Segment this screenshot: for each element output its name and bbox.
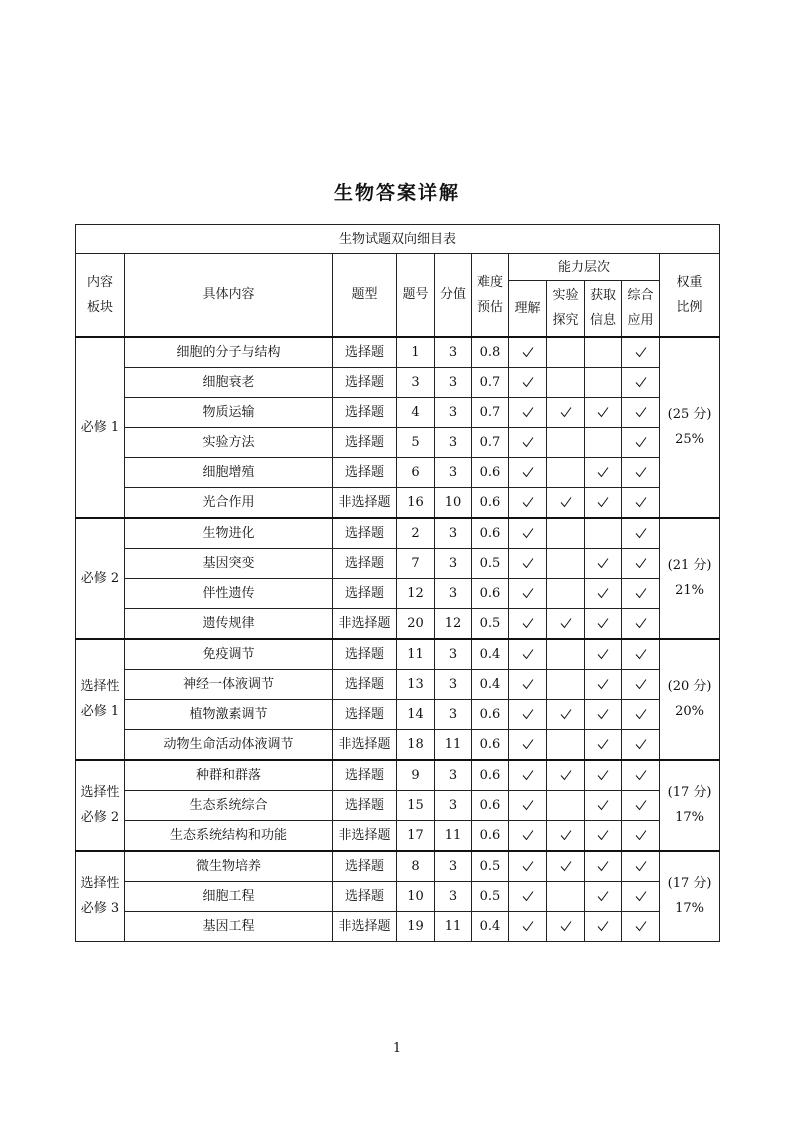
- header-ability-experiment: 实验 探究: [547, 281, 585, 337]
- type-cell: 选择题: [333, 518, 397, 549]
- ability-cell: [585, 397, 622, 427]
- score-cell: 11: [435, 911, 472, 941]
- block-cell: 选择性 必修 1: [76, 639, 125, 760]
- ability-cell: [547, 911, 585, 941]
- ability-cell: [547, 518, 585, 549]
- weight-cell: (25 分) 25%: [660, 337, 720, 518]
- score-cell: 10: [435, 487, 472, 518]
- ability-cell: [547, 367, 585, 397]
- page-title: 生物答案详解: [333, 182, 460, 204]
- score-cell: 3: [435, 760, 472, 791]
- ability-cell: [622, 608, 660, 639]
- ability-cell: [547, 578, 585, 608]
- ability-cell: [547, 851, 585, 882]
- type-cell: 选择题: [333, 397, 397, 427]
- ability-cell: [509, 608, 547, 639]
- type-cell: 非选择题: [333, 729, 397, 760]
- content-cell: 基因工程: [125, 911, 333, 941]
- check-icon: [597, 587, 609, 599]
- check-icon: [522, 587, 534, 599]
- check-icon: [522, 708, 534, 720]
- table-row: [76, 669, 720, 699]
- number-cell: 13: [397, 669, 435, 699]
- ability-cell: [622, 397, 660, 427]
- score-cell: 3: [435, 851, 472, 882]
- table-row: [76, 487, 720, 518]
- check-icon: [597, 890, 609, 902]
- ability-cell: [509, 397, 547, 427]
- ability-cell: [509, 911, 547, 941]
- ability-cell: [585, 457, 622, 487]
- difficulty-cell: 0.6: [472, 820, 509, 851]
- check-icon: [635, 799, 647, 811]
- type-cell: 选择题: [333, 639, 397, 670]
- check-icon: [635, 346, 647, 358]
- number-cell: 5: [397, 427, 435, 457]
- content-cell: 生态系统综合: [125, 790, 333, 820]
- page-number: 1: [392, 1041, 402, 1056]
- content-cell: 遗传规律: [125, 608, 333, 639]
- check-icon: [597, 496, 609, 508]
- content-cell: 细胞衰老: [125, 367, 333, 397]
- ability-cell: [622, 427, 660, 457]
- difficulty-cell: 0.7: [472, 367, 509, 397]
- ability-cell: [547, 881, 585, 911]
- difficulty-cell: 0.6: [472, 760, 509, 791]
- table-row: [76, 337, 720, 368]
- difficulty-cell: 0.6: [472, 518, 509, 549]
- score-cell: 12: [435, 608, 472, 639]
- content-cell: 细胞工程: [125, 881, 333, 911]
- ability-cell: [585, 729, 622, 760]
- number-cell: 20: [397, 608, 435, 639]
- type-cell: 选择题: [333, 851, 397, 882]
- score-cell: 3: [435, 639, 472, 670]
- check-icon: [635, 648, 647, 660]
- check-icon: [560, 617, 572, 629]
- header-ability-understand: 理解: [509, 281, 547, 337]
- number-cell: 15: [397, 790, 435, 820]
- content-cell: 生物进化: [125, 518, 333, 549]
- ability-cell: [585, 851, 622, 882]
- number-cell: 19: [397, 911, 435, 941]
- check-icon: [635, 920, 647, 932]
- check-icon: [560, 406, 572, 418]
- score-cell: 11: [435, 729, 472, 760]
- content-cell: 植物激素调节: [125, 699, 333, 729]
- header-ability-info: 获取 信息: [585, 281, 622, 337]
- score-cell: 3: [435, 367, 472, 397]
- header-number: 题号: [397, 254, 435, 337]
- check-icon: [635, 496, 647, 508]
- table-row: [76, 760, 720, 791]
- check-icon: [597, 920, 609, 932]
- type-cell: 选择题: [333, 548, 397, 578]
- weight-cell: (21 分) 21%: [660, 518, 720, 639]
- difficulty-cell: 0.6: [472, 699, 509, 729]
- check-icon: [597, 860, 609, 872]
- score-cell: 3: [435, 397, 472, 427]
- ability-cell: [509, 699, 547, 729]
- ability-cell: [585, 699, 622, 729]
- check-icon: [522, 496, 534, 508]
- ability-cell: [585, 881, 622, 911]
- ability-cell: [509, 851, 547, 882]
- ability-cell: [585, 518, 622, 549]
- ability-cell: [622, 548, 660, 578]
- number-cell: 14: [397, 699, 435, 729]
- score-cell: 3: [435, 881, 472, 911]
- type-cell: 选择题: [333, 881, 397, 911]
- ability-cell: [622, 699, 660, 729]
- ability-cell: [585, 427, 622, 457]
- score-cell: 3: [435, 669, 472, 699]
- check-icon: [560, 769, 572, 781]
- ability-cell: [509, 578, 547, 608]
- ability-cell: [585, 760, 622, 791]
- check-icon: [635, 527, 647, 539]
- content-cell: 光合作用: [125, 487, 333, 518]
- check-icon: [522, 557, 534, 569]
- header-type: 题型: [333, 254, 397, 337]
- difficulty-cell: 0.8: [472, 337, 509, 368]
- type-cell: 选择题: [333, 457, 397, 487]
- check-icon: [597, 617, 609, 629]
- ability-cell: [547, 820, 585, 851]
- header-block: 内容 板块: [76, 254, 125, 337]
- content-cell: 细胞增殖: [125, 457, 333, 487]
- header-content: 具体内容: [125, 254, 333, 337]
- check-icon: [635, 466, 647, 478]
- ability-cell: [547, 699, 585, 729]
- check-icon: [560, 860, 572, 872]
- number-cell: 12: [397, 578, 435, 608]
- difficulty-cell: 0.5: [472, 851, 509, 882]
- ability-cell: [585, 608, 622, 639]
- ability-cell: [547, 790, 585, 820]
- number-cell: 8: [397, 851, 435, 882]
- table-caption: 生物试题双向细目表: [76, 225, 720, 254]
- ability-cell: [509, 790, 547, 820]
- ability-cell: [585, 669, 622, 699]
- table-row: [76, 397, 720, 427]
- ability-cell: [585, 790, 622, 820]
- check-icon: [522, 678, 534, 690]
- check-icon: [635, 829, 647, 841]
- type-cell: 选择题: [333, 427, 397, 457]
- ability-cell: [622, 457, 660, 487]
- content-cell: 实验方法: [125, 427, 333, 457]
- content-cell: 微生物培养: [125, 851, 333, 882]
- content-cell: 物质运输: [125, 397, 333, 427]
- check-icon: [635, 890, 647, 902]
- difficulty-cell: 0.6: [472, 578, 509, 608]
- ability-cell: [547, 608, 585, 639]
- ability-cell: [509, 760, 547, 791]
- check-icon: [635, 617, 647, 629]
- check-icon: [522, 406, 534, 418]
- difficulty-cell: 0.6: [472, 457, 509, 487]
- ability-cell: [509, 487, 547, 518]
- table-row: [76, 457, 720, 487]
- check-icon: [522, 346, 534, 358]
- ability-cell: [622, 790, 660, 820]
- difficulty-cell: 0.4: [472, 669, 509, 699]
- check-icon: [597, 466, 609, 478]
- score-cell: 3: [435, 518, 472, 549]
- weight-cell: (20 分) 20%: [660, 639, 720, 760]
- score-cell: 3: [435, 337, 472, 368]
- number-cell: 4: [397, 397, 435, 427]
- ability-cell: [585, 337, 622, 368]
- check-icon: [597, 648, 609, 660]
- ability-cell: [547, 729, 585, 760]
- ability-cell: [622, 518, 660, 549]
- check-icon: [597, 708, 609, 720]
- table-row: [76, 699, 720, 729]
- difficulty-cell: 0.5: [472, 548, 509, 578]
- score-cell: 3: [435, 578, 472, 608]
- check-icon: [522, 436, 534, 448]
- content-cell: 细胞的分子与结构: [125, 337, 333, 368]
- ability-cell: [509, 881, 547, 911]
- check-icon: [560, 708, 572, 720]
- ability-cell: [585, 578, 622, 608]
- ability-cell: [585, 367, 622, 397]
- ability-cell: [509, 337, 547, 368]
- number-cell: 18: [397, 729, 435, 760]
- score-cell: 3: [435, 548, 472, 578]
- ability-cell: [547, 548, 585, 578]
- table-row: [76, 820, 720, 851]
- content-cell: 种群和群落: [125, 760, 333, 791]
- check-icon: [522, 738, 534, 750]
- ability-cell: [547, 397, 585, 427]
- check-icon: [597, 738, 609, 750]
- check-icon: [522, 829, 534, 841]
- content-cell: 伴性遗传: [125, 578, 333, 608]
- ability-cell: [509, 367, 547, 397]
- ability-cell: [622, 911, 660, 941]
- ability-cell: [547, 760, 585, 791]
- check-icon: [597, 799, 609, 811]
- check-icon: [560, 496, 572, 508]
- check-icon: [635, 678, 647, 690]
- check-icon: [597, 678, 609, 690]
- content-cell: 生态系统结构和功能: [125, 820, 333, 851]
- difficulty-cell: 0.4: [472, 639, 509, 670]
- check-icon: [597, 769, 609, 781]
- difficulty-cell: 0.6: [472, 790, 509, 820]
- ability-cell: [585, 911, 622, 941]
- check-icon: [635, 860, 647, 872]
- check-icon: [522, 376, 534, 388]
- type-cell: 选择题: [333, 337, 397, 368]
- table-row: [76, 851, 720, 882]
- ability-cell: [622, 337, 660, 368]
- table-row: [76, 427, 720, 457]
- type-cell: 选择题: [333, 367, 397, 397]
- ability-cell: [509, 457, 547, 487]
- content-cell: 神经一体液调节: [125, 669, 333, 699]
- check-icon: [635, 376, 647, 388]
- table-row: [76, 639, 720, 670]
- ability-cell: [622, 820, 660, 851]
- ability-cell: [509, 729, 547, 760]
- table-row: [76, 911, 720, 941]
- check-icon: [522, 769, 534, 781]
- check-icon: [597, 557, 609, 569]
- check-icon: [560, 920, 572, 932]
- check-icon: [635, 557, 647, 569]
- ability-cell: [622, 639, 660, 670]
- detail-table: [75, 224, 720, 942]
- block-cell: 必修 1: [76, 337, 125, 518]
- difficulty-cell: 0.6: [472, 729, 509, 760]
- header-score: 分值: [435, 254, 472, 337]
- score-cell: 3: [435, 699, 472, 729]
- block-cell: 选择性 必修 3: [76, 851, 125, 942]
- difficulty-cell: 0.4: [472, 911, 509, 941]
- type-cell: 选择题: [333, 790, 397, 820]
- check-icon: [635, 406, 647, 418]
- table-row: [76, 608, 720, 639]
- type-cell: 非选择题: [333, 820, 397, 851]
- difficulty-cell: 0.5: [472, 608, 509, 639]
- type-cell: 非选择题: [333, 487, 397, 518]
- check-icon: [522, 466, 534, 478]
- ability-cell: [585, 487, 622, 518]
- ability-cell: [509, 639, 547, 670]
- ability-cell: [509, 548, 547, 578]
- type-cell: 选择题: [333, 578, 397, 608]
- check-icon: [522, 617, 534, 629]
- weight-cell: (17 分) 17%: [660, 851, 720, 942]
- difficulty-cell: 0.5: [472, 881, 509, 911]
- table-row: [76, 367, 720, 397]
- check-icon: [597, 406, 609, 418]
- ability-cell: [585, 548, 622, 578]
- score-cell: 11: [435, 820, 472, 851]
- check-icon: [597, 829, 609, 841]
- score-cell: 3: [435, 427, 472, 457]
- weight-cell: (17 分) 17%: [660, 760, 720, 851]
- number-cell: 16: [397, 487, 435, 518]
- check-icon: [635, 738, 647, 750]
- ability-cell: [547, 427, 585, 457]
- table-row: [76, 881, 720, 911]
- ability-cell: [622, 367, 660, 397]
- number-cell: 3: [397, 367, 435, 397]
- table-row: [76, 729, 720, 760]
- check-icon: [522, 890, 534, 902]
- type-cell: 非选择题: [333, 608, 397, 639]
- ability-cell: [509, 820, 547, 851]
- check-icon: [635, 587, 647, 599]
- score-cell: 3: [435, 457, 472, 487]
- difficulty-cell: 0.7: [472, 397, 509, 427]
- ability-cell: [509, 518, 547, 549]
- ability-cell: [622, 881, 660, 911]
- ability-cell: [622, 851, 660, 882]
- table-row: [76, 790, 720, 820]
- number-cell: 2: [397, 518, 435, 549]
- content-cell: 基因突变: [125, 548, 333, 578]
- header-difficulty: 难度 预估: [472, 254, 509, 337]
- ability-cell: [509, 669, 547, 699]
- ability-cell: [585, 639, 622, 670]
- ability-cell: [622, 729, 660, 760]
- difficulty-cell: 0.7: [472, 427, 509, 457]
- ability-cell: [622, 487, 660, 518]
- block-cell: 选择性 必修 2: [76, 760, 125, 851]
- number-cell: 11: [397, 639, 435, 670]
- header-weight: 权重 比例: [660, 254, 720, 337]
- block-cell: 必修 2: [76, 518, 125, 639]
- check-icon: [522, 860, 534, 872]
- header-ability: 能力层次: [509, 254, 660, 281]
- check-icon: [635, 769, 647, 781]
- header-ability-apply: 综合 应用: [622, 281, 660, 337]
- ability-cell: [622, 760, 660, 791]
- ability-cell: [547, 337, 585, 368]
- number-cell: 7: [397, 548, 435, 578]
- check-icon: [522, 527, 534, 539]
- ability-cell: [622, 669, 660, 699]
- check-icon: [635, 708, 647, 720]
- content-cell: 免疫调节: [125, 639, 333, 670]
- number-cell: 6: [397, 457, 435, 487]
- table-row: [76, 578, 720, 608]
- table-row: [76, 548, 720, 578]
- ability-cell: [547, 669, 585, 699]
- check-icon: [522, 799, 534, 811]
- check-icon: [522, 920, 534, 932]
- number-cell: 9: [397, 760, 435, 791]
- score-cell: 3: [435, 790, 472, 820]
- type-cell: 非选择题: [333, 911, 397, 941]
- type-cell: 选择题: [333, 699, 397, 729]
- check-icon: [522, 648, 534, 660]
- number-cell: 10: [397, 881, 435, 911]
- type-cell: 选择题: [333, 760, 397, 791]
- content-cell: 动物生命活动体液调节: [125, 729, 333, 760]
- table-row: [76, 518, 720, 549]
- number-cell: 17: [397, 820, 435, 851]
- ability-cell: [585, 820, 622, 851]
- ability-cell: [547, 639, 585, 670]
- ability-cell: [547, 487, 585, 518]
- ability-cell: [509, 427, 547, 457]
- ability-cell: [547, 457, 585, 487]
- type-cell: 选择题: [333, 669, 397, 699]
- difficulty-cell: 0.6: [472, 487, 509, 518]
- number-cell: 1: [397, 337, 435, 368]
- ability-cell: [622, 578, 660, 608]
- check-icon: [635, 436, 647, 448]
- check-icon: [560, 829, 572, 841]
